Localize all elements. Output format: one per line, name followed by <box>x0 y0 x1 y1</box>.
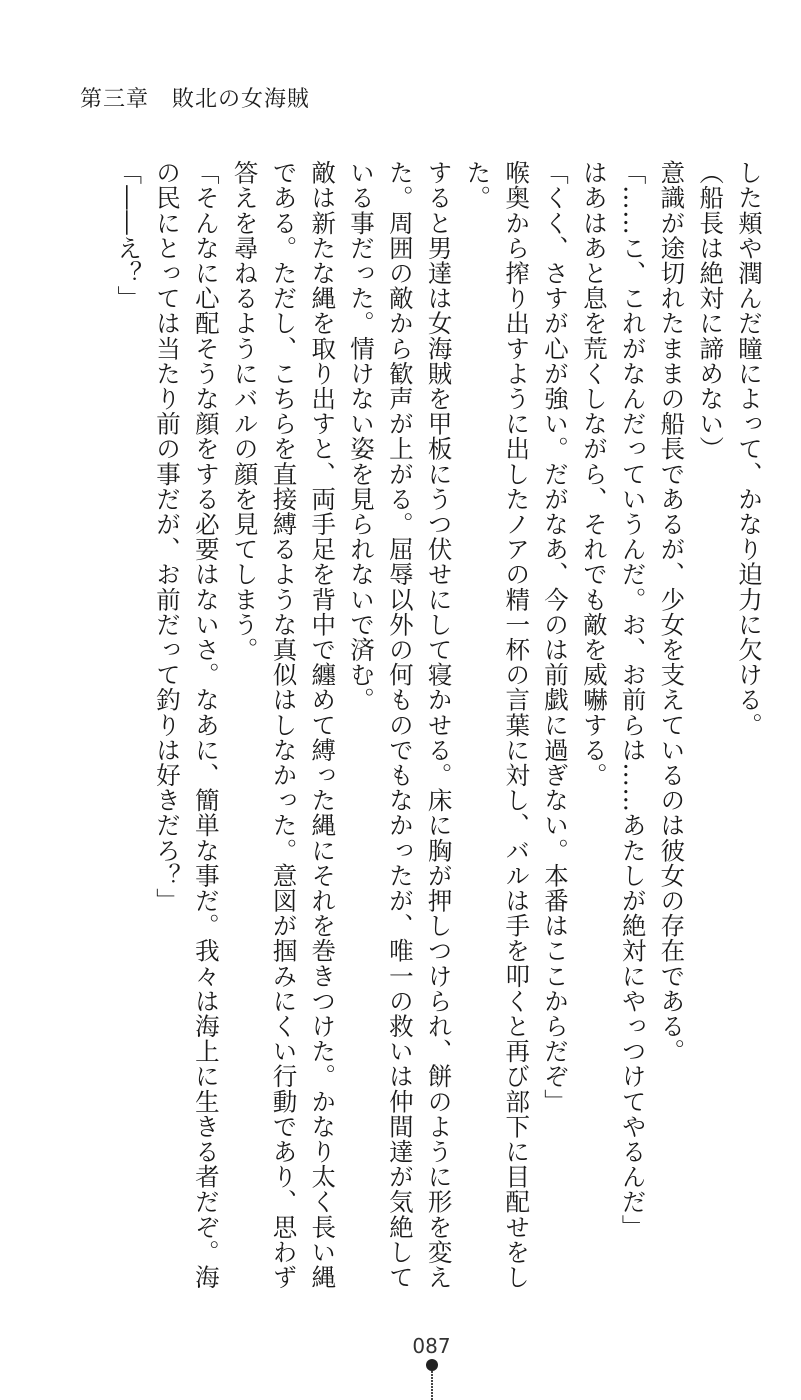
chapter-title: 第三章 敗北の女海賊 <box>80 87 311 112</box>
paragraph: 敵は新たな縄を取り出すと、両手足を背中で纏めて縛った縄にそれを巻きつけた。かなり太く長い縄である。ただし、こちらを直接縛るような真似はしなかった。意図が掴みにくい行動であり、思わず答えを尋ねるようにバルの顔を見てしまう。 <box>230 160 338 1290</box>
vertical-body-text <box>28 160 768 1310</box>
paragraph: （船長は絶対に諦めない） <box>696 160 726 462</box>
page-marker-icon <box>426 1359 438 1400</box>
paragraph: 喉奥から搾り出すように出したノアの精一杯の言葉に対し、バルは手を叩くと再び部下に目配せをした。 <box>463 160 532 1290</box>
paragraph: すると男達は女海賊を甲板にうつ伏せにして寝かせる。床に胸が押しつけられ、餅のように形を変えた。周囲の敵から歓声が上がる。屈辱以外の何ものでもなかったが、唯一の救いは仲間達が気絶している事だった。情けない姿を見られないで済む。 <box>347 160 454 1290</box>
paragraph: 「そんなに心配そうな顔をする必要はないさ。なあに、簡単な事だ。我々は海上に生きる者だぞ。海の民にとっては当たり前の事だが、お前だって釣りは好きだろ？」 <box>153 160 221 1290</box>
marker-dot <box>426 1359 438 1371</box>
paragraph: 意識が途切れたままの船長であるが、少女を支えているのは彼女の存在である。 <box>657 160 687 1064</box>
page-number: 087 <box>412 1334 451 1358</box>
paragraph: 「くく、さすが心が強い。だがなあ、今のは前戯に過ぎない。本番はここからだぞ」 <box>541 160 571 1114</box>
paragraph: 「――え？」 <box>114 160 144 311</box>
paragraph: はあはあと息を荒くしながら、それでも敵を威嚇する。 <box>579 160 609 788</box>
paragraph: 「……こ、これがなんだっていうんだ。お、お前らは……あたしが絶対にやっつけてやるんだ」 <box>618 160 648 1240</box>
marker-line <box>431 1371 433 1400</box>
paragraph: した頬や潤んだ瞳によって、かなり迫力に欠ける。 <box>735 160 764 738</box>
